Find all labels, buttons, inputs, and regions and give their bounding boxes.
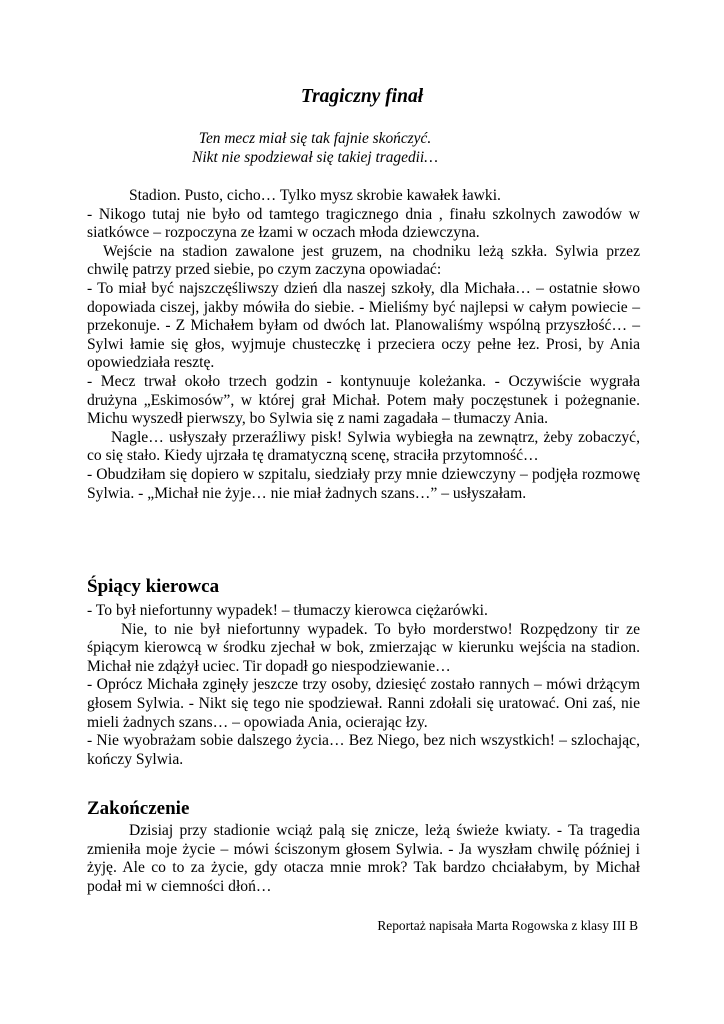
- document-title: Tragiczny finał: [300, 86, 424, 107]
- epigraph-line-2: Nikt nie spodziewał się takiej tragedii…: [192, 149, 438, 166]
- paragraph: Nagle… usłyszały przeraźliwy pisk! Sylwia wybiegła na zewnątrz, żeby zobaczyć, co się stało. Kiedy ujrzała tę dramatyczną scenę, straciła przytomność…: [87, 428, 640, 465]
- epigraph-line-1: Ten mecz miał się tak fajnie skończyć.: [198, 130, 432, 147]
- section-3-body: [87, 822, 640, 896]
- section-2-body: [87, 602, 640, 769]
- paragraph: Nie, to nie był niefortunny wypadek. To było morderstwo! Rozpędzony tir ze śpiącym kierowcą w środku zjechał w bok, zmierzając w kierunku wejścia na stadion. Michał nie zdążył uciec. Tir dopadł go niespodziewanie…: [87, 620, 640, 675]
- author-credit: Reportaż napisała Marta Rogowska z klasy III B: [377, 918, 638, 933]
- paragraph: Dzisiaj przy stadionie wciąż palą się znicze, leżą świeże kwiaty. - Ta tragedia zmieniła moje życie – mówi ściszonym głosem Sylwia. - Ja wyszłam chwilę później i żyję. Ale co to za życie, gdy otacza mnie mrok? Tak bardzo chciałabym, by Michał podał mi w ciemności dłoń…: [87, 822, 640, 895]
- section-heading: Śpiący kierowca: [87, 576, 220, 597]
- paragraph: - Obudziłam się dopiero w szpitalu, siedziały przy mnie dziewczyny – podjęła rozmowę Sylwia. - „Michał nie żyje… nie miał żadnych szans…” – usłyszałam.: [87, 465, 640, 502]
- paragraph: Stadion. Pusto, cicho… Tylko mysz skrobie kawałek ławki.: [129, 187, 501, 204]
- paragraph: - To był niefortunny wypadek! – tłumaczy kierowca ciężarówki.: [87, 602, 488, 619]
- paragraph: - Mecz trwał około trzech godzin - kontynuuje koleżanka. - Oczywiście wygrała drużyna „Eskimosów”, w której grał Michał. Potem mały poczęstunek i pożegnanie. Michu wyszedł pierwszy, bo Sylwia się z nami zagadała – tłumaczy Ania.: [87, 372, 640, 428]
- section-heading: Zakończenie: [87, 798, 190, 819]
- paragraph: Wejście na stadion zawalone jest gruzem, na chodniku leżą szkła. Sylwia przez chwilę patrzy przed siebie, po czym zaczyna opowiadać:: [87, 242, 640, 279]
- section-1-body: [87, 187, 640, 503]
- paragraph: - Nikogo tutaj nie było od tamtego tragicznego dnia , finału szkolnych zawodów w siatkówce – rozpoczyna ze łzami w oczach młoda dziewczyna.: [87, 205, 640, 242]
- paragraph: - Oprócz Michała zginęły jeszcze trzy osoby, dziesięć zostało rannych – mówi drżącym głosem Sylwia. - Nikt się tego nie spodziewał. Ranni zdołali się uratować. Oni zaś, nie mieli żadnych szans… – opowiada Ania, ocierając łzy.: [87, 676, 640, 731]
- paragraph: - Nie wyobrażam sobie dalszego życia… Bez Niego, bez nich wszystkich! – szlochając, kończy Sylwia.: [87, 732, 640, 768]
- paragraph: - To miał być najszczęśliwszy dzień dla naszej szkoły, dla Michała… – ostatnie słowo dopowiada ciszej, jakby mówiła do siebie. - Mieliśmy być najlepsi w całym powiecie – przekonuje. - Z Michałem byłam od dwóch lat. Planowaliśmy wspólną przyszłość… – Sylwi łamie się głos, wyjmuje chusteczkę i przeciera oczy pełne łez. Prosi, by Ania opowiedziała resztę.: [87, 279, 640, 372]
